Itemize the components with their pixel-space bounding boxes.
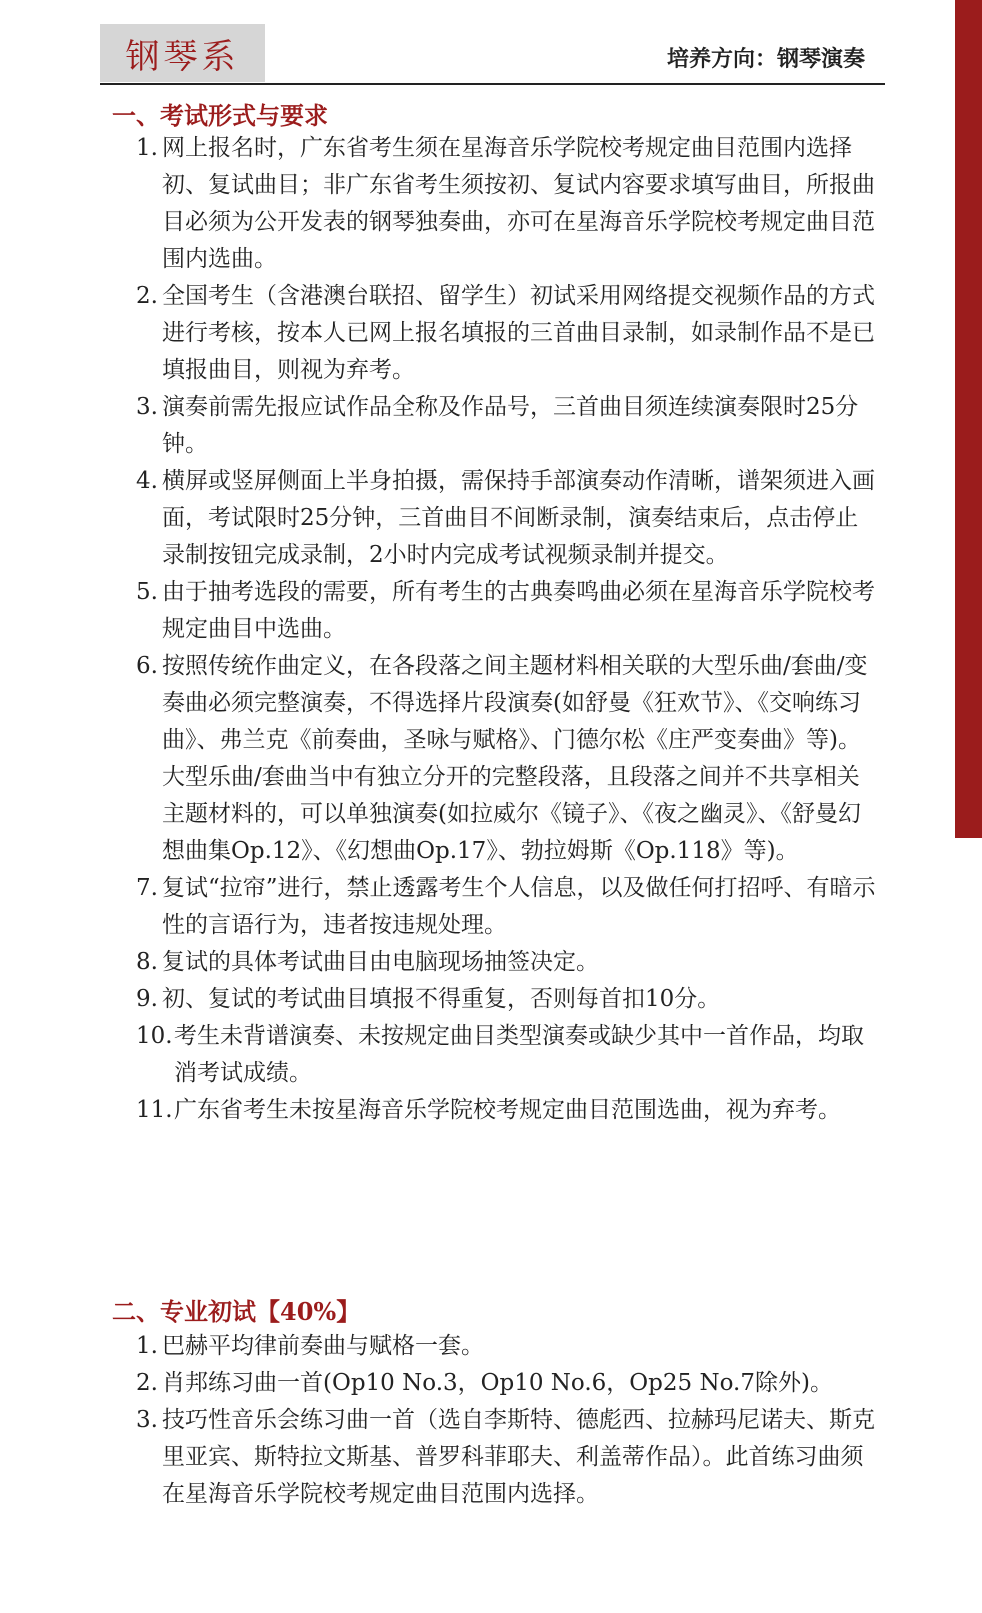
item-number: 3. (136, 394, 158, 420)
list-item (136, 574, 876, 648)
item-number: 11. (136, 1097, 173, 1123)
item-number: 3. (136, 1407, 158, 1433)
item-text: 考生未背谱演奏、未按规定曲目类型演奏或缺少其中一首作品，均取消考试成绩。 (174, 1023, 864, 1086)
item-text: 技巧性音乐会练习曲一首（选自李斯特、德彪西、拉赫玛尼诺夫、斯克里亚宾、斯特拉文斯基、普罗科菲耶夫、利盖蒂作品）。此首练习曲须在星海音乐学院校考规定曲目范围内选择。 (162, 1407, 875, 1507)
section-title-exam-format: 一、考试形式与要求 (112, 101, 328, 130)
list-item (136, 389, 876, 463)
list-item (136, 1365, 876, 1402)
header-divider (100, 83, 885, 85)
item-number: 4. (136, 468, 158, 494)
list-item (136, 870, 876, 944)
list-item (136, 1018, 876, 1092)
item-text: 全国考生（含港澳台联招、留学生）初试采用网络提交视频作品的方式进行考核，按本人已网上报名填报的三首曲目录制，如录制作品不是已填报曲目，则视为弃考。 (162, 283, 875, 383)
item-number: 7. (136, 875, 158, 901)
item-text: 复试的具体考试曲目由电脑现场抽签决定。 (162, 949, 599, 975)
list-item (136, 981, 876, 1018)
right-accent-bar (955, 0, 982, 838)
list-item (136, 944, 876, 981)
item-text: 肖邦练习曲一首(Op10 No.3，Op10 No.6，Op25 No.7除外)。 (162, 1370, 833, 1396)
item-text: 巴赫平均律前奏曲与赋格一套。 (162, 1333, 484, 1359)
training-direction: 培养方向：钢琴演奏 (666, 46, 865, 72)
department-label-box (100, 24, 265, 82)
preliminary-exam-list (136, 1328, 876, 1513)
item-text: 广东省考生未按星海音乐学院校考规定曲目范围选曲，视为弃考。 (174, 1097, 841, 1123)
section-title-preliminary-exam: 二、专业初试【40%】 (112, 1297, 361, 1326)
list-item (136, 130, 876, 278)
list-item (136, 463, 876, 574)
list-item (136, 648, 876, 870)
item-text: 按照传统作曲定义，在各段落之间主题材料相关联的大型乐曲/套曲/变奏曲必须完整演奏，不得选择片段演奏(如舒曼《狂欢节》、《交响练习曲》、弗兰克《前奏曲，圣咏与赋格》、门德尔松《庄严变奏曲》等)。大型乐曲/套曲当中有独立分开的完整段落，且段落之间并不共享相关主题材料的，可以单独演奏(如拉威尔《镜子》、《夜之幽灵》、《舒曼幻想曲集Op.12》、《幻想曲Op.17》、勃拉姆斯《Op.118》等)。 (162, 653, 868, 864)
list-item (136, 1402, 876, 1513)
page-header (100, 20, 885, 82)
item-number: 9. (136, 986, 158, 1012)
item-number: 1. (136, 135, 158, 161)
list-item (136, 1092, 876, 1129)
item-number: 8. (136, 949, 158, 975)
item-number: 6. (136, 653, 158, 679)
item-text: 由于抽考选段的需要，所有考生的古典奏鸣曲必须在星海音乐学院校考规定曲目中选曲。 (162, 579, 875, 642)
item-text: 演奏前需先报应试作品全称及作品号，三首曲目须连续演奏限时25分钟。 (162, 394, 859, 457)
list-item (136, 278, 876, 389)
item-text: 初、复试的考试曲目填报不得重复，否则每首扣10分。 (162, 986, 721, 1012)
item-text: 网上报名时，广东省考生须在星海音乐学院校考规定曲目范围内选择初、复试曲目；非广东省考生须按初、复试内容要求填写曲目，所报曲目必须为公开发表的钢琴独奏曲，亦可在星海音乐学院校考规定曲目范围内选曲。 (162, 135, 875, 272)
item-text: 复试“拉帘”进行，禁止透露考生个人信息，以及做任何打招呼、有暗示性的言语行为，违者按违规处理。 (162, 875, 876, 938)
list-item (136, 1328, 876, 1365)
item-text: 横屏或竖屏侧面上半身拍摄，需保持手部演奏动作清晰，谱架须进入画面，考试限时25分钟，三首曲目不间断录制，演奏结束后，点击停止录制按钮完成录制，2小时内完成考试视频录制并提交。 (162, 468, 875, 568)
item-number: 2. (136, 283, 158, 309)
department-name: 钢琴系 (125, 36, 240, 77)
item-number: 2. (136, 1370, 158, 1396)
item-number: 1. (136, 1333, 158, 1359)
item-number: 5. (136, 579, 158, 605)
exam-requirements-list (136, 130, 876, 1129)
item-number: 10. (136, 1023, 173, 1049)
